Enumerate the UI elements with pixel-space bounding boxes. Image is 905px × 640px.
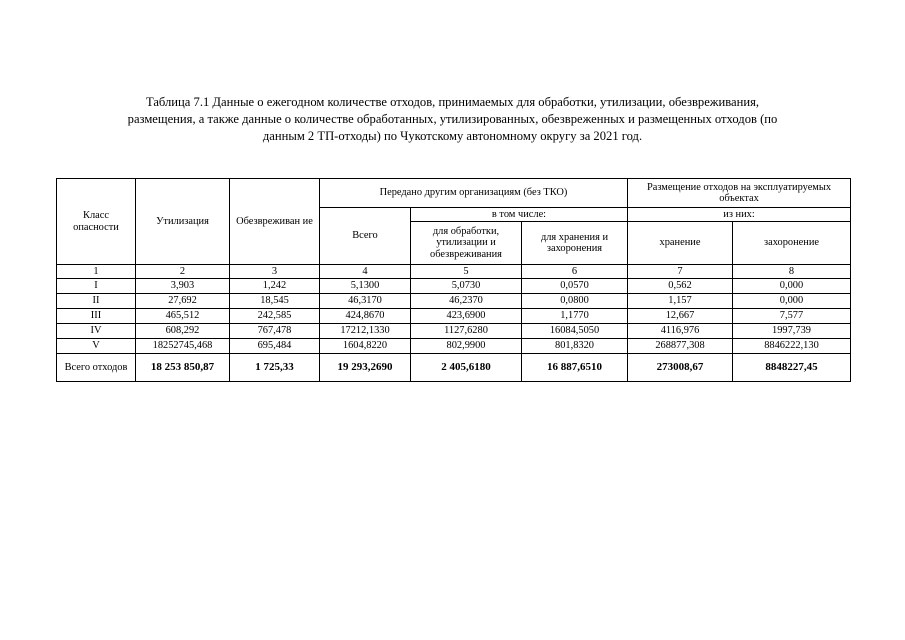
column-number: 7 <box>628 265 733 279</box>
caption-line-3: данным 2 ТП-отходы) по Чукотскому автономному округу за 2021 год. <box>262 129 643 143</box>
total-cell: 16 887,6510 <box>522 354 628 382</box>
table-cell: I <box>57 279 136 294</box>
table-row <box>57 279 851 294</box>
column-number: 5 <box>411 265 522 279</box>
header-neutralization: Обезвреживан ие <box>230 179 320 265</box>
table-cell: 5,0730 <box>411 279 522 294</box>
table-cell: 0,562 <box>628 279 733 294</box>
table-cell: 423,6900 <box>411 309 522 324</box>
table-cell: 12,667 <box>628 309 733 324</box>
table-cell: 1,242 <box>230 279 320 294</box>
header-of-which: из них: <box>628 208 851 222</box>
table-cell: II <box>57 294 136 309</box>
table-row <box>57 324 851 339</box>
table-cell: 268877,308 <box>628 339 733 354</box>
total-cell: 2 405,6180 <box>411 354 522 382</box>
column-number: 2 <box>136 265 230 279</box>
table-cell: 695,484 <box>230 339 320 354</box>
table-cell: 0,000 <box>733 279 851 294</box>
table-cell: 767,478 <box>230 324 320 339</box>
table-cell: 18252745,468 <box>136 339 230 354</box>
header-row-1 <box>57 179 851 208</box>
table-cell: 16084,5050 <box>522 324 628 339</box>
total-cell: 1 725,33 <box>230 354 320 382</box>
table-cell: 465,512 <box>136 309 230 324</box>
total-cell: 19 293,2690 <box>320 354 411 382</box>
table-row <box>57 339 851 354</box>
table-cell: 608,292 <box>136 324 230 339</box>
column-number: 1 <box>57 265 136 279</box>
table-cell: 4116,976 <box>628 324 733 339</box>
table-body <box>57 179 851 382</box>
caption-line-1: Таблица 7.1 Данные о ежегодном количестве отходов, принимаемых для обработки, утилизации, обезвреживания, <box>145 95 760 109</box>
header-for-storage: для хранения и захоронения <box>522 222 628 265</box>
total-cell: 18 253 850,87 <box>136 354 230 382</box>
caption-line-2: размещения, а также данные о количестве обработанных, утилизированных, обезвреженных и размещенных отходов (по <box>127 112 778 126</box>
waste-data-table <box>56 178 851 382</box>
table-cell: 5,1300 <box>320 279 411 294</box>
table-caption <box>60 94 845 145</box>
table-cell: 1604,8220 <box>320 339 411 354</box>
table-row <box>57 309 851 324</box>
column-number: 4 <box>320 265 411 279</box>
table-cell: 8846222,130 <box>733 339 851 354</box>
table-cell: 424,8670 <box>320 309 411 324</box>
total-cell: 273008,67 <box>628 354 733 382</box>
header-including: в том числе: <box>411 208 628 222</box>
table-cell: 802,9900 <box>411 339 522 354</box>
header-burial: захоронение <box>733 222 851 265</box>
table-cell: 1,1770 <box>522 309 628 324</box>
header-storage: хранение <box>628 222 733 265</box>
table-cell: 27,692 <box>136 294 230 309</box>
table-cell: IV <box>57 324 136 339</box>
table-cell: 17212,1330 <box>320 324 411 339</box>
table-cell: 18,545 <box>230 294 320 309</box>
header-hazard-class: Класс опасности <box>57 179 136 265</box>
table-cell: 801,8320 <box>522 339 628 354</box>
table-cell: 1997,739 <box>733 324 851 339</box>
column-number: 8 <box>733 265 851 279</box>
column-number: 6 <box>522 265 628 279</box>
table-cell: 7,577 <box>733 309 851 324</box>
table-cell: 0,0570 <box>522 279 628 294</box>
table-cell: 0,0800 <box>522 294 628 309</box>
table-cell: 242,585 <box>230 309 320 324</box>
table-cell: 46,2370 <box>411 294 522 309</box>
total-row <box>57 354 851 382</box>
table-cell: 1127,6280 <box>411 324 522 339</box>
table-cell: 1,157 <box>628 294 733 309</box>
table-cell: V <box>57 339 136 354</box>
table-cell: 0,000 <box>733 294 851 309</box>
header-total: Всего <box>320 208 411 265</box>
column-number: 3 <box>230 265 320 279</box>
table-cell: III <box>57 309 136 324</box>
header-utilization: Утилизация <box>136 179 230 265</box>
header-for-processing: для обработки, утилизации и обезвреживания <box>411 222 522 265</box>
table-row <box>57 294 851 309</box>
header-transferred: Передано другим организациям (без ТКО) <box>320 179 628 208</box>
total-cell: 8848227,45 <box>733 354 851 382</box>
header-placement: Размещение отходов на эксплуатируемых объектах <box>628 179 851 208</box>
table-cell: 3,903 <box>136 279 230 294</box>
column-number-row <box>57 265 851 279</box>
total-label: Всего отходов <box>57 354 136 382</box>
table-cell: 46,3170 <box>320 294 411 309</box>
